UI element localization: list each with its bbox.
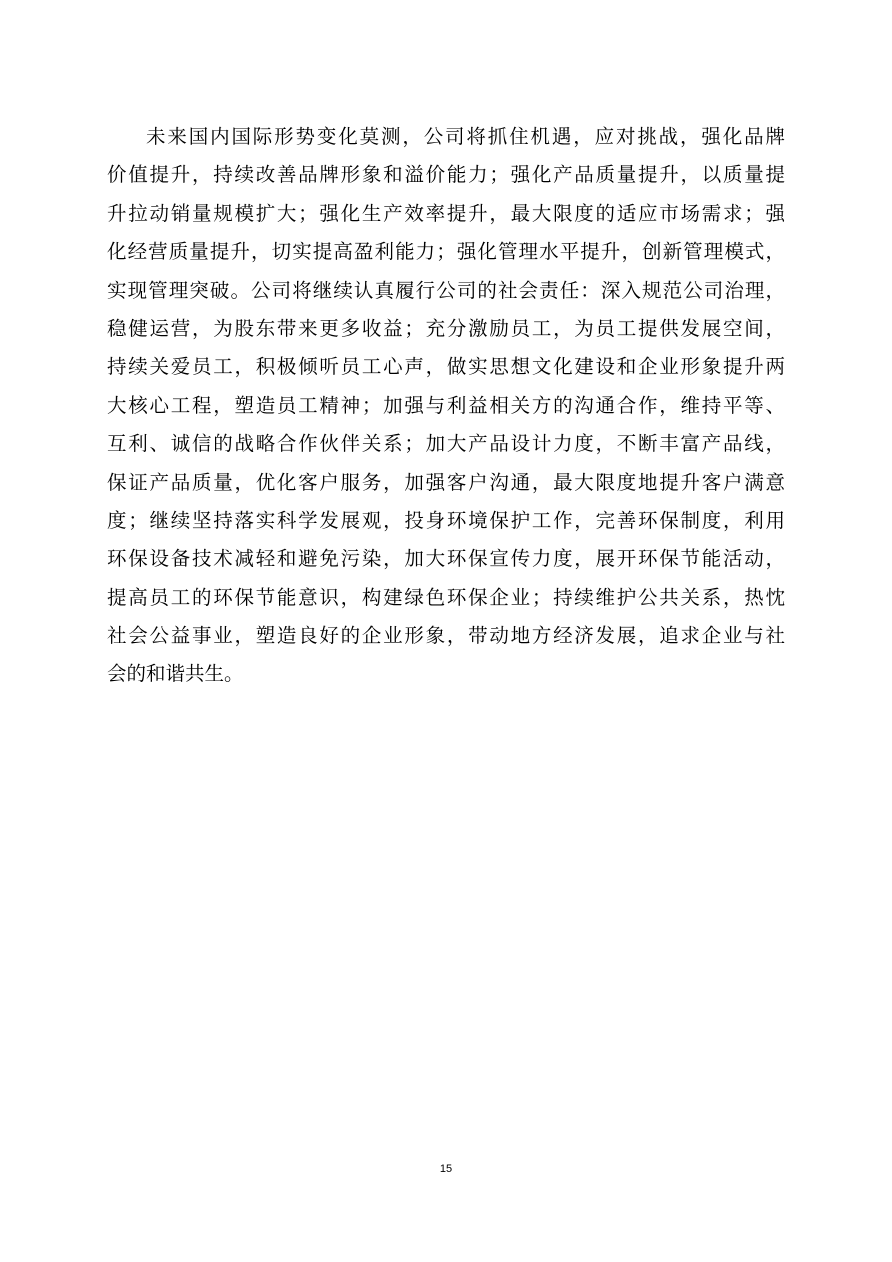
paragraph-line: 大核心工程，塑造员工精神；加强与利益相关方的沟通合作，维持平等、 (107, 393, 785, 417)
paragraph-line: 稳健运营，为股东带来更多收益；充分激励员工，为员工提供发展空间， (107, 316, 785, 340)
paragraph-line: 未来国内国际形势变化莫测，公司将抓住机遇，应对挑战，强化品牌 (146, 125, 785, 148)
paragraph-line: 持续关爱员工，积极倾听员工心声，做实思想文化建设和企业形象提升两 (107, 355, 785, 379)
body-paragraph (107, 118, 785, 694)
paragraph-line: 化经营质量提升，切实提高盈利能力；强化管理水平提升，创新管理模式， (107, 240, 785, 264)
paragraph-line: 保证产品质量，优化客户服务，加强客户沟通，最大限度地提升客户满意 (107, 470, 785, 494)
paragraph-line: 实现管理突破。公司将继续认真履行公司的社会责任：深入规范公司治理， (107, 278, 785, 302)
paragraph-line: 升拉动销量规模扩大；强化生产效率提升，最大限度的适应市场需求；强 (107, 201, 785, 225)
paragraph-line: 提高员工的环保节能意识，构建绿色环保企业；持续维护公共关系，热忱 (107, 585, 785, 609)
page-number: 15 (439, 1163, 453, 1175)
paragraph-line: 环保设备技术减轻和避免污染，加大环保宣传力度，展开环保节能活动， (107, 547, 785, 571)
paragraph-line: 度；继续坚持落实科学发展观，投身环境保护工作，完善环保制度，利用 (107, 508, 785, 532)
paragraph-line: 互利、诚信的战略合作伙伴关系；加大产品设计力度，不断丰富产品线， (107, 432, 785, 456)
paragraph-line: 会的和谐共生。 (107, 662, 244, 686)
paragraph-line: 价值提升，持续改善品牌形象和溢价能力；强化产品质量提升，以质量提 (107, 163, 785, 187)
paragraph-line: 社会公益事业，塑造良好的企业形象，带动地方经济发展，追求企业与社 (107, 624, 785, 648)
